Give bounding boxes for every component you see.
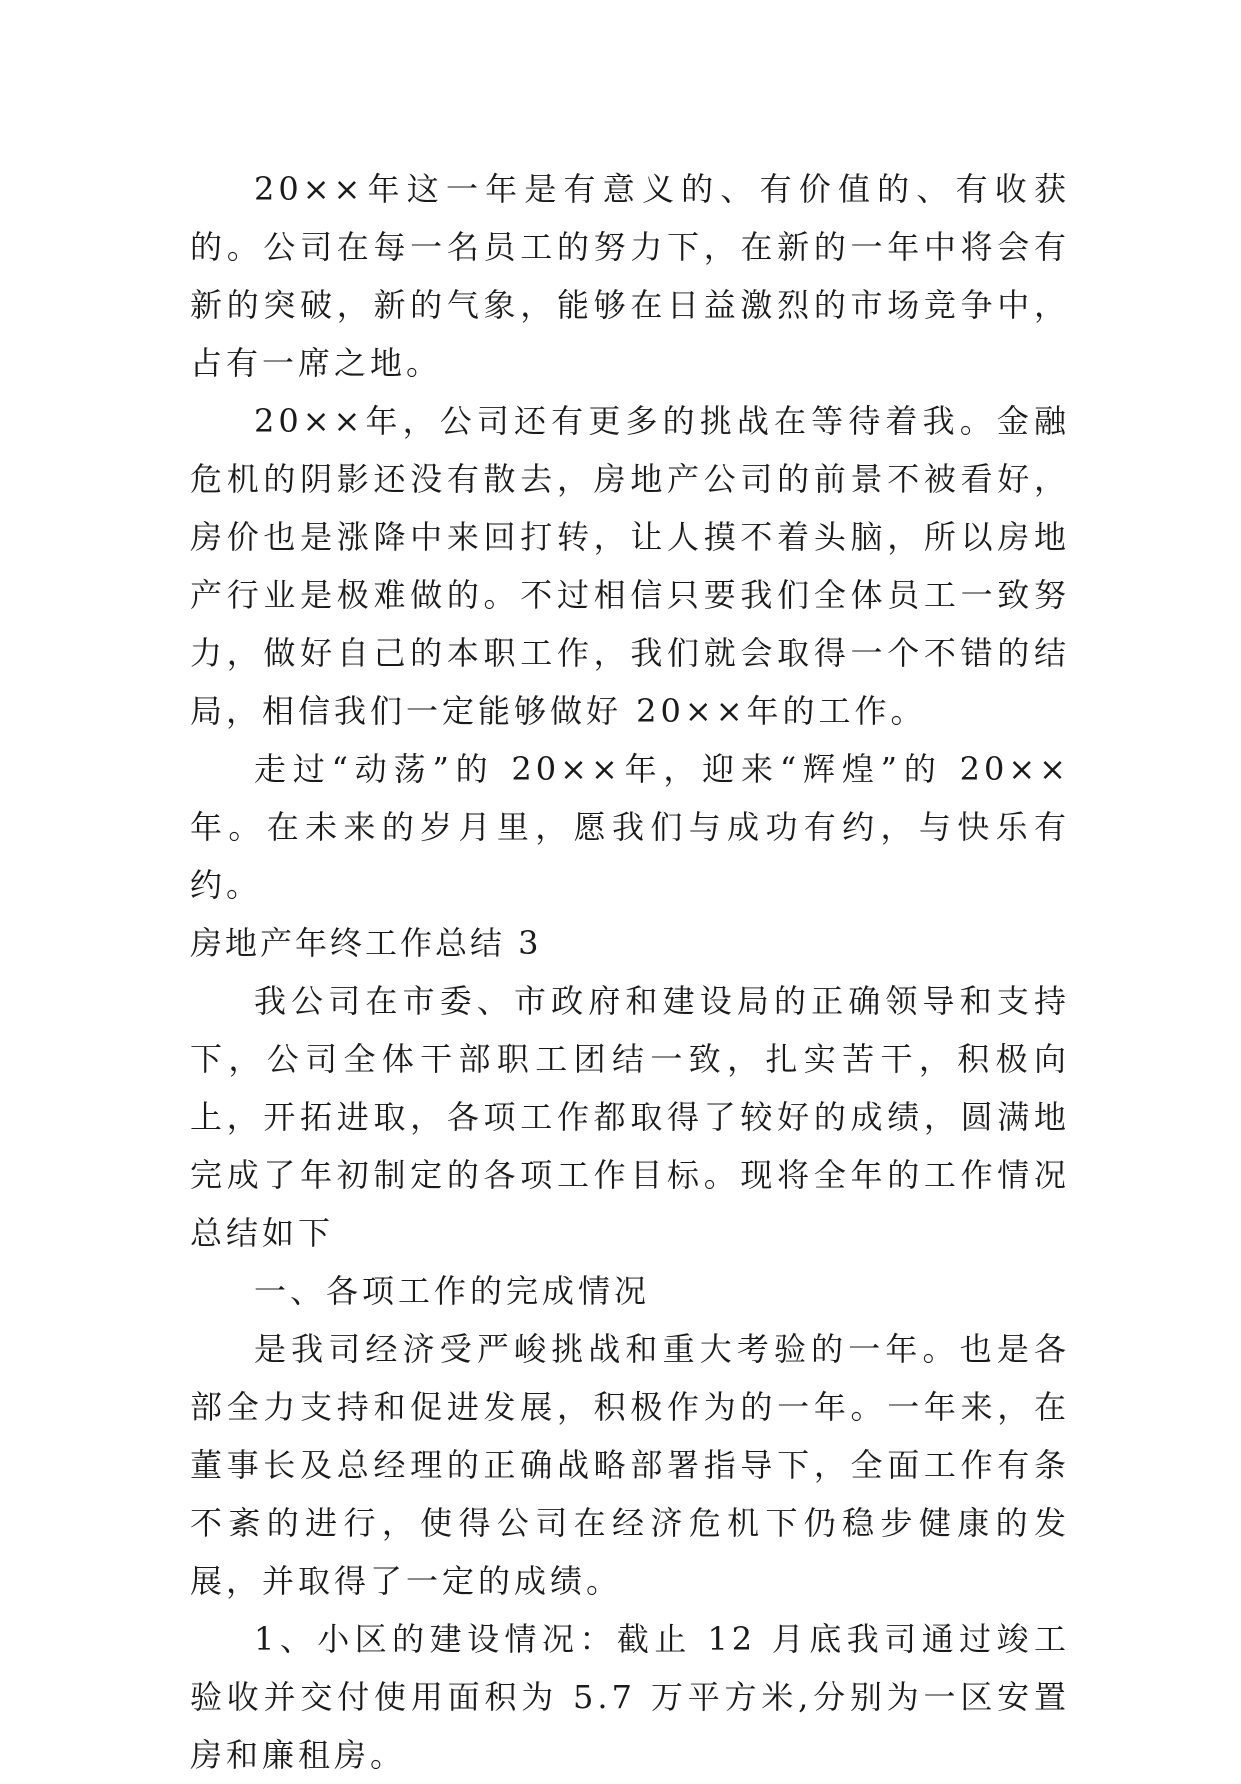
document-body	[190, 160, 1070, 1784]
paragraph-overview: 是我司经济受严峻挑战和重大考验的一年。也是各部全力支持和促进发展，积极作为的一年。一年来，在董事长及总经理的正确战略部署指导下，全面工作有条不紊的进行，使得公司在经济危机下仍稳步健康的发展，并取得了一定的成绩。	[190, 1330, 1070, 1600]
subsection-title: 一、各项工作的完成情况	[254, 1272, 651, 1310]
paragraph-year-summary: 20××年这一年是有意义的、有价值的、有收获的。公司在每一名员工的努力下，在新的一年中将会有新的突破，新的气象，能够在日益激烈的市场竞争中，占有一席之地。	[190, 170, 1070, 382]
paragraph-construction: 1、小区的建设情况：截止 12 月底我司通过竣工验收并交付使用面积为 5.7 万平方米,分别为一区安置房和廉租房。	[190, 1620, 1070, 1774]
section-title: 房地产年终工作总结 3	[190, 924, 542, 962]
paragraph-outlook: 走过“动荡”的 20××年，迎来“辉煌”的 20××年。在未来的岁月里，愿我们与成功有约，与快乐有约。	[190, 750, 1070, 904]
paragraph-challenges: 20××年，公司还有更多的挑战在等待着我。金融危机的阴影还没有散去，房地产公司的前景不被看好，房价也是涨降中来回打转，让人摸不着头脑，所以房地产行业是极难做的。不过相信只要我们全体员工一致努力，做好自己的本职工作，我们就会取得一个不错的结局，相信我们一定能够做好 20××年的工作。	[190, 402, 1070, 730]
paragraph-intro: 我公司在市委、市政府和建设局的正确领导和支持下，公司全体干部职工团结一致，扎实苦干，积极向上，开拓进取，各项工作都取得了较好的成绩，圆满地完成了年初制定的各项工作目标。现将全年的工作情况总结如下	[190, 982, 1070, 1252]
